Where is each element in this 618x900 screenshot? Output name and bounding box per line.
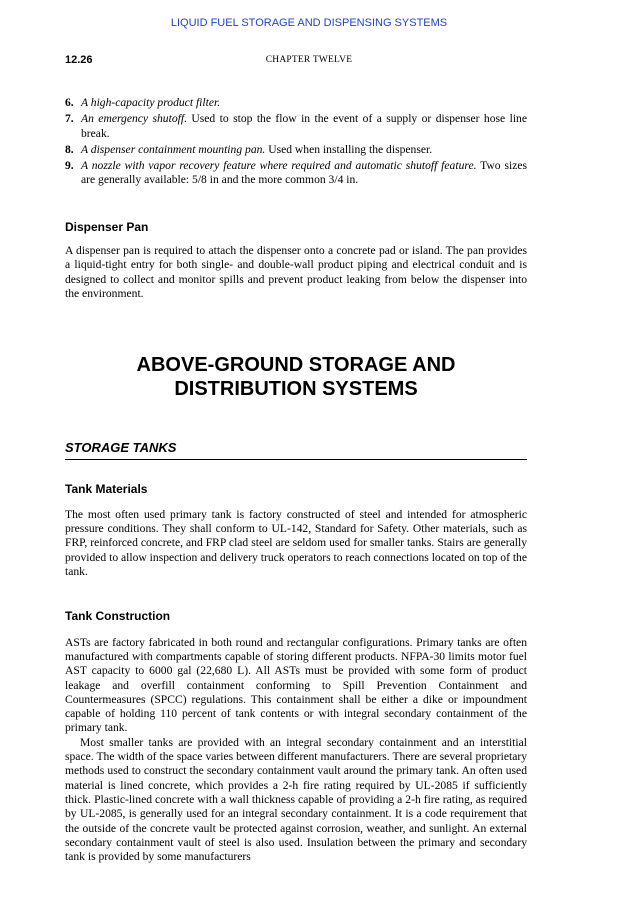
major-title-line-1: ABOVE-GROUND STORAGE AND bbox=[136, 354, 456, 377]
list-item bbox=[65, 143, 527, 157]
paragraph-tank-construction-1: ASTs are factory fabricated in both round and rectangular configurations. Primary tanks are often manufactured with compartments capable of storing different products. NFPA-30 limits motor fuel AST capacity to 6000 gal (22,680 L). All ASTs must be provided with some form of product leakage and overfill containment conforming to Spill Prevention Containment and Countermeasures (SPCC) regulations. This containment shall be either a dike or impoundment capable of holding 110 percent of tank contents or with integral secondary containment of the primary tank. bbox=[65, 635, 527, 735]
page-number: 12.26 bbox=[65, 54, 93, 66]
list-text: Two sizes are generally available: 5/8 in and the more common 3/4 in. bbox=[81, 159, 527, 187]
chapter-label: CHAPTER TWELVE bbox=[265, 55, 353, 65]
numbered-list bbox=[65, 96, 527, 188]
major-section-title bbox=[65, 353, 527, 401]
paragraph-dispenser-pan: A dispenser pan is required to attach the dispenser onto a concrete pad or island. The pan provides a liquid-tight entry for both single- and double-wall product piping and electrical conduit and is designed to collect and monitor spills and prevent product leaking from below the dispenser into the environment. bbox=[65, 244, 527, 300]
list-lead: A high-capacity product filter. bbox=[81, 96, 221, 109]
list-item bbox=[65, 112, 527, 141]
paragraph-tank-construction-2: Most smaller tanks are provided with an integral secondary containment and an interstitial space. The width of the space varies between different manufacturers. There are several proprietary methods used to construct the secondary containment vault around the primary tank. An often used material is lined concrete, which provides a 2-h fire rating required by UL-2085 if sufficiently thick. Plastic-lined concrete with a wall thickness capable of providing a 2-h fire rating, as required by UL-2085, is generally used for an integral secondary containment. It is a code requirement that the outside of the concrete vault be protected against corrosion, weather, and sunlight. An external secondary containment vault of steel is also used. Insulation between the primary and secondary tank is provided by some manufacturers bbox=[65, 735, 527, 864]
list-lead: A nozzle with vapor recovery feature where required and automatic shutoff feature. bbox=[81, 159, 477, 173]
subsection-title-storage-tanks: STORAGE TANKS bbox=[65, 441, 527, 459]
list-number: 6. bbox=[65, 96, 74, 109]
list-text: Used to stop the flow in the event of a supply or dispenser hose line break. bbox=[81, 112, 527, 140]
list-number: 9. bbox=[65, 159, 74, 173]
section-heading-tank-construction: Tank Construction bbox=[65, 609, 171, 624]
list-lead: An emergency shutoff. bbox=[81, 112, 187, 126]
list-item bbox=[65, 159, 527, 188]
section-heading-dispenser-pan: Dispenser Pan bbox=[65, 219, 149, 234]
list-text: Used when installing the dispenser. bbox=[265, 142, 433, 156]
list-lead: A dispenser containment mounting pan. bbox=[81, 142, 266, 156]
list-number: 8. bbox=[65, 142, 74, 156]
section-heading-tank-materials: Tank Materials bbox=[65, 481, 148, 496]
running-header: LIQUID FUEL STORAGE AND DISPENSING SYSTEMS bbox=[170, 17, 448, 29]
paragraph-tank-materials: The most often used primary tank is factory constructed of steel and intended for atmospheric pressure conditions. They shall conform to UL-142, Standard for Safety. Other materials, such as FRP, reinforced concrete, and FRP clad steel are seldom used for smaller tanks. Stairs are generally provided to allow inspection and delivery truck operators to reach connections located on top of the tank. bbox=[65, 507, 527, 579]
list-item bbox=[65, 96, 527, 110]
major-title-line-2: DISTRIBUTION SYSTEMS bbox=[174, 378, 418, 401]
page-content bbox=[65, 96, 527, 864]
list-number: 7. bbox=[65, 112, 74, 126]
